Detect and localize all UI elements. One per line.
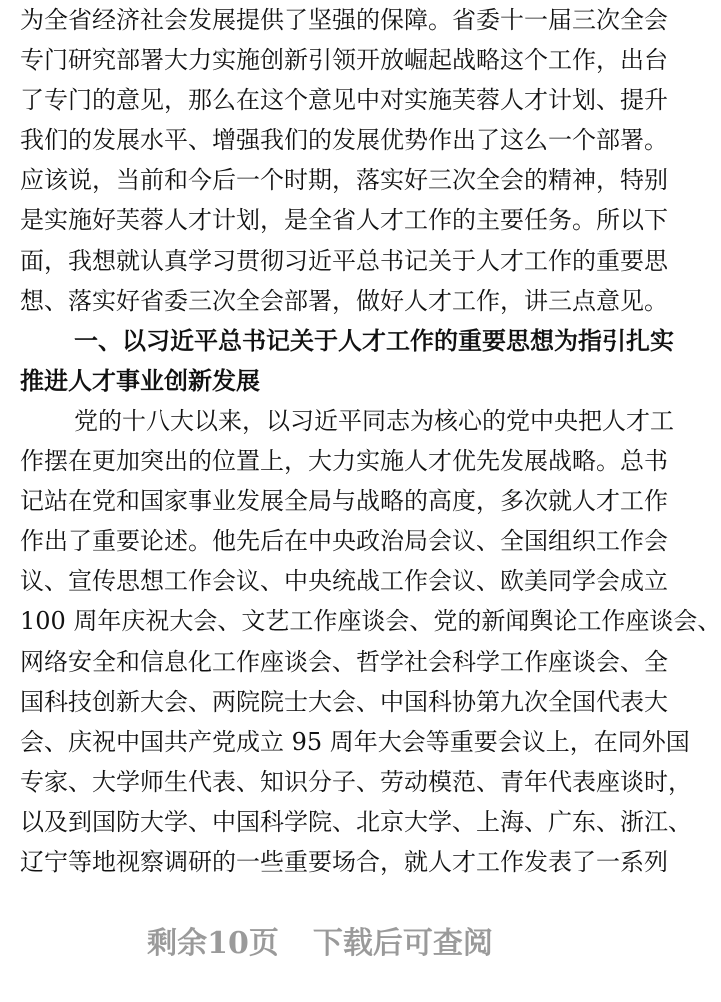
text-line: 作摆在更加突出的位置上，大力实施人才优先发展战略。总书 [20,447,668,476]
text-line: 专门研究部署大力实施创新引领开放崛起战略这个工作，出台 [20,46,668,75]
download-banner[interactable] [0,918,640,962]
text-line: 想、落实好省委三次全会部署，做好人才工作，讲三点意见。 [20,286,668,315]
text-line: 我们的发展水平、增强我们的发展优势作出了这么一个部署。 [20,126,668,155]
text-line: 应该说，当前和今后一个时期，落实好三次全会的精神，特别 [20,166,668,195]
text-line: 专家、大学师生代表、知识分子、劳动模范、青年代表座谈时， [20,767,692,796]
text-line: 议、宣传思想工作会议、中央统战工作会议、欧美同学会成立 [20,567,668,596]
text-line: 面，我想就认真学习贯彻习近平总书记关于人才工作的重要思 [20,246,668,275]
text-line: 以及到国防大学、中国科学院、北京大学、上海、广东、浙江、 [20,807,692,836]
text-line: 了专门的意见，那么在这个意见中对实施芙蓉人才计划、提升 [20,86,668,115]
text-line: 辽宁等地视察调研的一些重要场合，就人才工作发表了一系列 [20,847,668,876]
text-line: 网络安全和信息化工作座谈会、哲学社会科学工作座谈会、全 [20,647,668,676]
text-line: 为全省经济社会发展提供了坚强的保障。省委十一届三次全会 [20,6,668,34]
download-to-view-label[interactable]: 下载后可查阅 [312,926,493,961]
document-page [20,0,721,882]
text-line: 会、庆祝中国共产党成立 95 周年大会等重要会议上，在同外国 [20,727,690,756]
text-line: 记站在党和国家事业发展全局与战略的高度，多次就人才工作 [20,487,668,516]
section-heading-continued: 推进人才事业创新发展 [20,366,260,395]
text-line: 党的十八大以来，以习近平同志为核心的党中央把人才工 [74,406,674,435]
text-line: 国科技创新大会、两院院士大会、中国科协第九次全国代表大 [20,687,668,716]
remaining-pages-label: 剩余10页 [147,926,279,961]
text-line: 是实施好芙蓉人才计划，是全省人才工作的主要任务。所以下 [20,206,668,235]
text-line: 作出了重要论述。他先后在中央政治局会议、全国组织工作会 [20,527,668,556]
text-line: 100 周年庆祝大会、文艺工作座谈会、党的新闻舆论工作座谈会、 [20,607,721,636]
section-heading: 一、以习近平总书记关于人才工作的重要思想为指引扎实 [74,326,674,355]
